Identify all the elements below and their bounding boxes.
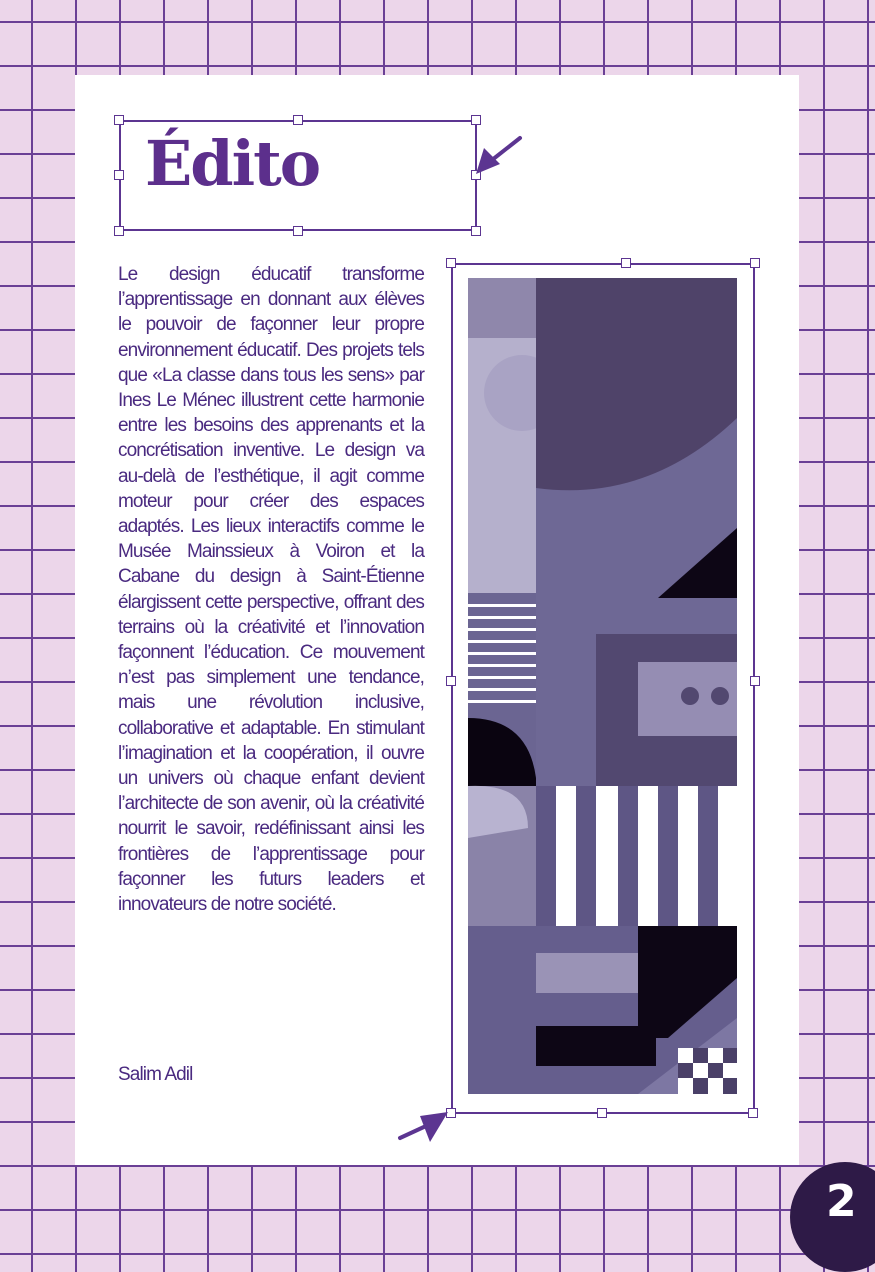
image-handle-bottom-mid[interactable] bbox=[597, 1108, 607, 1118]
arrow-cursor-icon bbox=[470, 132, 526, 184]
title-handle-top-left[interactable] bbox=[114, 115, 124, 125]
title-handle-bottom-mid[interactable] bbox=[293, 226, 303, 236]
title-handle-bottom-left[interactable] bbox=[114, 226, 124, 236]
title-handle-bottom-right[interactable] bbox=[471, 226, 481, 236]
title-handle-mid-left[interactable] bbox=[114, 170, 124, 180]
image-handle-top-mid[interactable] bbox=[621, 258, 631, 268]
title-handle-top-right[interactable] bbox=[471, 115, 481, 125]
title-handle-top-mid[interactable] bbox=[293, 115, 303, 125]
image-handle-top-right[interactable] bbox=[750, 258, 760, 268]
page-number: 2 bbox=[826, 1176, 857, 1227]
image-handle-mid-left[interactable] bbox=[446, 676, 456, 686]
image-handle-bottom-right[interactable] bbox=[748, 1108, 758, 1118]
edito-body-text: Le design éducatif transforme l’apprentissage en donnant aux élèves le pouvoir de façonner leur propre environnement éducatif. Des projets tels que «La classe dans tous les sens» par Ines Le Ménec illustrent cette harmonie entre les besoins des apprenants et la concrétisation inventive. Le design va au-delà de l’esthétique, il agit comme moteur pour créer des espaces adaptés. Les lieux interactifs comme le Musée Mainssieux à Voiron et la Cabane du design à Saint-Étienne élargissent cette perspective, offrant des terrains où la créativité et l’innovation façonnent l’éducation. Ce mouvement n’est pas simplement une tendance, mais une révolution inclusive, collaborative et adaptable. En stimulant l’imagination et la coopération, il ouvre un univers où chaque enfant devient l’architecte de son avenir, où la créativité nourrit le savoir, redéfinissant ainsi les frontières de l’apprentissage pour façonner les futurs leaders et innovateurs de notre société. bbox=[118, 264, 424, 916]
geometric-artwork-image bbox=[468, 278, 737, 1094]
image-handle-top-left[interactable] bbox=[446, 258, 456, 268]
author-name: Salim Adil bbox=[118, 1064, 193, 1085]
page-title: Édito bbox=[145, 127, 320, 200]
image-handle-mid-right[interactable] bbox=[750, 676, 760, 686]
arrow-cursor-icon bbox=[396, 1108, 452, 1148]
